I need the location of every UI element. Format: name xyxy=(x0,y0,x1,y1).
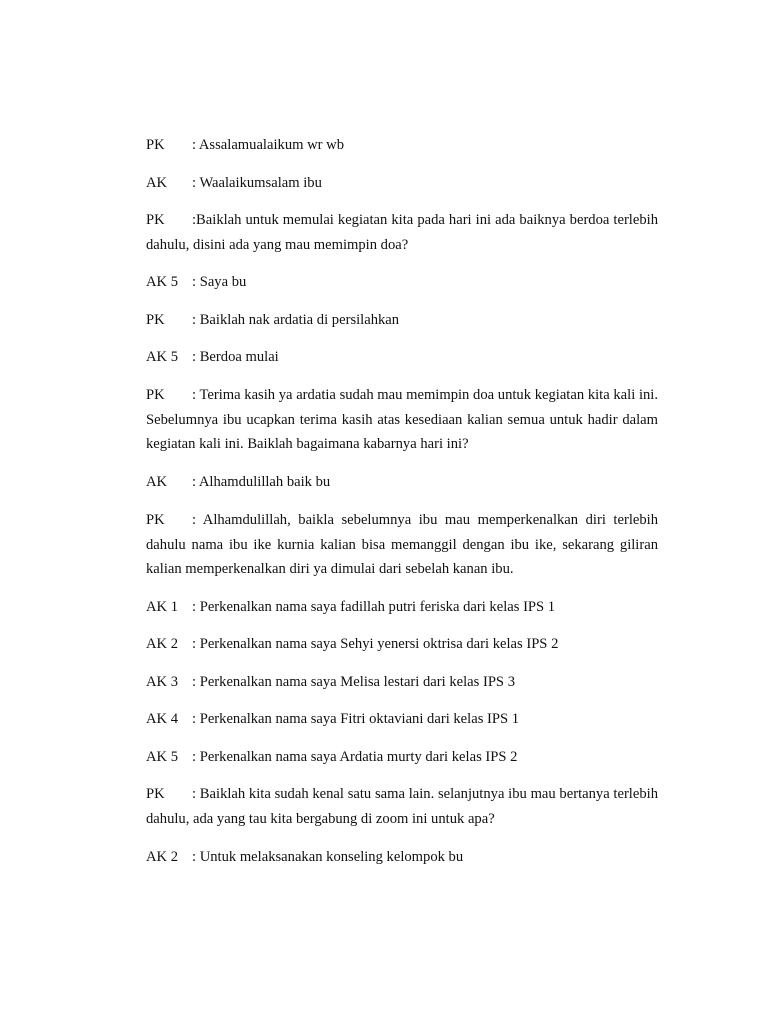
dialogue-line xyxy=(146,670,658,695)
speaker-label: AK 3 xyxy=(146,674,179,690)
speaker-label: PK xyxy=(146,387,165,403)
dialogue-line xyxy=(146,782,658,831)
speaker-label: AK xyxy=(146,474,168,490)
utterance-text: : Saya bu xyxy=(192,274,247,290)
dialogue-line xyxy=(146,470,658,495)
dialogue-line xyxy=(146,208,658,257)
utterance-text: : Baiklah nak ardatia di persilahkan xyxy=(192,312,400,328)
speaker-label: PK xyxy=(146,512,165,528)
speaker-label: PK xyxy=(146,312,165,328)
speaker-label: PK xyxy=(146,786,165,802)
speaker-label: AK xyxy=(146,175,168,191)
speaker-label: AK 5 xyxy=(146,349,179,365)
utterance-text: : Baiklah kita sudah kenal satu sama lain. selanjutnya ibu mau bertanya terlebih dahulu, ada yang tau kita bergabung di zoom ini untuk apa? xyxy=(146,786,658,827)
utterance-text: : Perkenalkan nama saya Melisa lestari dari kelas IPS 3 xyxy=(192,674,515,690)
utterance-text: : Perkenalkan nama saya Fitri oktaviani dari kelas IPS 1 xyxy=(192,711,520,727)
speaker-label: PK xyxy=(146,137,165,153)
utterance-text: : Perkenalkan nama saya fadillah putri feriska dari kelas IPS 1 xyxy=(192,599,556,615)
speaker-label: PK xyxy=(146,212,165,228)
dialogue-line xyxy=(146,171,658,196)
speaker-label: AK 1 xyxy=(146,599,179,615)
utterance-text: : Untuk melaksanakan konseling kelompok bu xyxy=(192,849,464,865)
dialogue-line xyxy=(146,133,658,158)
dialogue-line xyxy=(146,270,658,295)
utterance-text: :Baiklah untuk memulai kegiatan kita pada hari ini ada baiknya berdoa terlebih dahulu, disini ada yang mau memimpin doa? xyxy=(146,212,658,253)
dialogue-line xyxy=(146,845,658,870)
dialogue-line xyxy=(146,595,658,620)
utterance-text: : Alhamdulillah, baikla sebelumnya ibu mau memperkenalkan diri terlebih dahulu nama ibu ike kurnia kalian bisa memanggil dengan ibu ike, sekarang giliran kalian memperkenalkan diri ya dimulai dari sebelah kanan ibu. xyxy=(146,512,658,578)
dialogue-line xyxy=(146,345,658,370)
dialogue-line xyxy=(146,308,658,333)
utterance-text: : Perkenalkan nama saya Ardatia murty dari kelas IPS 2 xyxy=(192,749,518,765)
utterance-text: : Alhamdulillah baik bu xyxy=(192,474,331,490)
utterance-text: : Berdoa mulai xyxy=(192,349,279,365)
utterance-text: : Assalamualaikum wr wb xyxy=(192,137,344,153)
utterance-text: : Perkenalkan nama saya Sehyi yenersi oktrisa dari kelas IPS 2 xyxy=(192,636,559,652)
utterance-text: : Terima kasih ya ardatia sudah mau memimpin doa untuk kegiatan kita kali ini. Sebelumnya ibu ucapkan terima kasih atas kesediaan kalian semua untuk hadir dalam kegiatan kali ini. Baiklah bagaimana kabarnya hari ini? xyxy=(146,387,658,453)
speaker-label: AK 2 xyxy=(146,636,179,652)
dialogue-line xyxy=(146,745,658,770)
speaker-label: AK 2 xyxy=(146,849,179,865)
dialogue-line xyxy=(146,707,658,732)
speaker-label: AK 5 xyxy=(146,274,179,290)
utterance-text: : Waalaikumsalam ibu xyxy=(192,175,322,191)
dialogue-line xyxy=(146,508,658,582)
dialogue-line xyxy=(146,632,658,657)
speaker-label: AK 4 xyxy=(146,711,179,727)
speaker-label: AK 5 xyxy=(146,749,179,765)
dialogue-line xyxy=(146,383,658,457)
